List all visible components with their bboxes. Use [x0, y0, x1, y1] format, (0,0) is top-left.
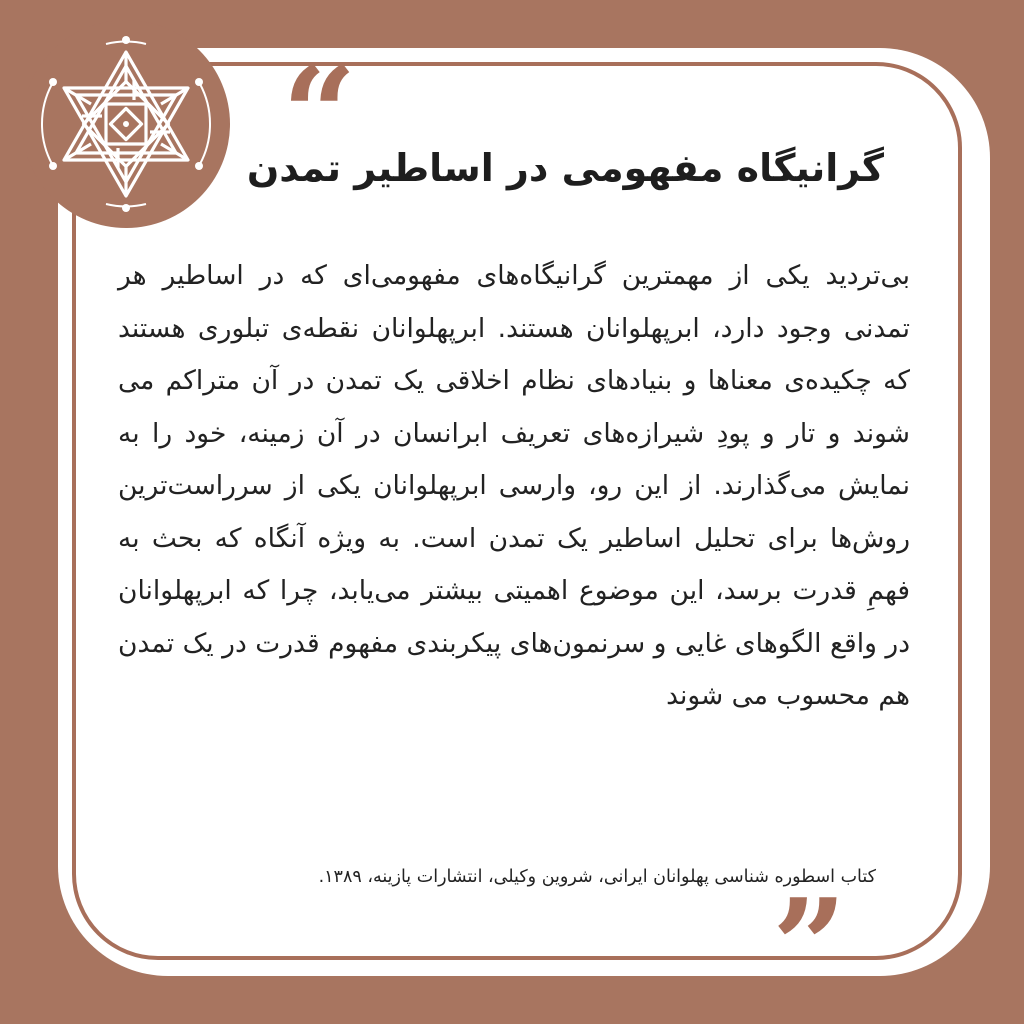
- close-quote-mark: ”: [772, 870, 847, 1023]
- page-title: گرانیگاه مفهومی در اساطیر تمدن: [246, 146, 884, 190]
- logo-badge: [22, 20, 230, 228]
- geometric-star-knot-logo-icon: [22, 20, 230, 228]
- source-citation: کتاب اسطوره شناسی پهلوانان ایرانی، شروین وکیلی، انتشارات پازینه، ۱۳۸۹.: [318, 867, 876, 887]
- quote-body-text: بی‌تردید یکی از مهمترین گرانیگاه‌های مفهومی‌ای که در اساطیر هر تمدنی وجود دارد، ابرپهلوانان هستند. ابرپهلوانان نقطه‌ی تبلوری هستند که چکیده‌ی معناها و بنیادهای نظام اخلاقی یک تمدن در آن متراکم می شوند و تار و پودِ شیرازه‌های تعریف ابرانسان در آن زمینه، خود را به نمایش می‌گذارند. از این رو، وارسی ابرپهلوانان یکی از سرراست‌ترین روش‌ها برای تحلیل اساطیر یک تمدن است. به ویژه آنگاه که بحث به فهمِ قدرت برسد، این موضوع اهمیتی بیشتر می‌یابد، چرا که ابرپهلوانان در واقع الگوهای غایی و سرنمون‌های پیکربندی مفهوم قدرت در یک تمدن هم محسوب می شوند: [118, 260, 910, 711]
- open-quote-mark: “: [282, 38, 357, 191]
